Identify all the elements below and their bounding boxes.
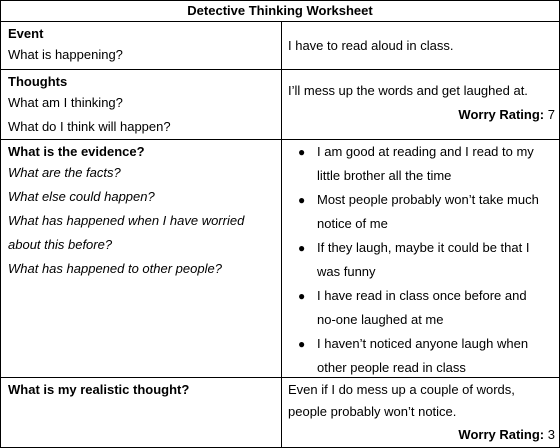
event-prompt: What is happening?: [8, 47, 123, 62]
evidence-prompt: What else could happen?: [8, 189, 155, 204]
bullet-icon: ●: [298, 145, 306, 159]
evidence-item: [288, 284, 555, 332]
evidence-item: [288, 236, 555, 284]
evidence-row: [1, 140, 559, 378]
event-row: [1, 22, 559, 70]
evidence-item-line: I haven’t noticed anyone laugh when: [317, 336, 529, 351]
bullet-icon: ●: [298, 289, 306, 303]
evidence-item-line: Most people probably won’t take much: [317, 192, 539, 207]
evidence-heading: What is the evidence?: [8, 144, 145, 159]
evidence-item-line: other people read in class: [317, 360, 466, 375]
evidence-item-line: no-one laughed at me: [317, 312, 444, 327]
evidence-item-line: notice of me: [317, 216, 388, 231]
event-prompt-cell: [1, 22, 282, 69]
evidence-prompt: What has happened when I have worried: [8, 213, 245, 228]
thoughts-prompt-cell: [1, 70, 282, 139]
evidence-prompt: What are the facts?: [8, 165, 121, 180]
thoughts-answer-cell: [282, 70, 559, 139]
realistic-worry-rating: [288, 425, 555, 445]
realistic-answer-line: people probably won’t notice.: [288, 404, 457, 419]
event-heading: Event: [8, 26, 44, 41]
evidence-item: [288, 140, 555, 188]
evidence-item-line: I have read in class once before and: [317, 288, 527, 303]
evidence-item: [288, 188, 555, 236]
thoughts-worry-rating: [288, 103, 555, 127]
realistic-answer-line: Even if I do mess up a couple of words,: [288, 382, 515, 397]
event-answer-cell: [282, 22, 559, 69]
worry-rating-label: Worry Rating:: [458, 107, 545, 122]
thoughts-row: [1, 70, 559, 140]
thoughts-heading: Thoughts: [8, 74, 68, 89]
bullet-icon: ●: [298, 241, 306, 255]
evidence-prompt: about this before?: [8, 237, 113, 252]
thoughts-answer: I’ll mess up the words and get laughed at.: [288, 83, 528, 98]
worksheet-title: Detective Thinking Worksheet: [1, 1, 559, 22]
evidence-item-line: I am good at reading and I read to my: [317, 144, 534, 159]
worry-rating-value: 3: [547, 427, 555, 442]
evidence-item-line: was funny: [317, 264, 376, 279]
thoughts-prompt: What am I thinking?: [8, 95, 123, 110]
event-answer: I have to read aloud in class.: [288, 38, 454, 53]
evidence-prompt: What has happened to other people?: [8, 261, 222, 276]
realistic-row: [1, 378, 559, 447]
realistic-heading: What is my realistic thought?: [8, 382, 190, 397]
evidence-prompt-cell: [1, 140, 282, 377]
evidence-item-line: little brother all the time: [317, 168, 452, 183]
worry-rating-value: 7: [547, 107, 555, 122]
bullet-icon: ●: [298, 337, 306, 351]
bullet-icon: ●: [298, 193, 306, 207]
realistic-prompt-cell: [1, 378, 282, 447]
evidence-item-line: If they laugh, maybe it could be that I: [317, 240, 530, 255]
worry-rating-label: Worry Rating:: [458, 427, 545, 442]
thoughts-prompt: What do I think will happen?: [8, 119, 171, 134]
realistic-answer-cell: [282, 378, 559, 447]
evidence-list-cell: [282, 140, 559, 377]
evidence-item: [288, 332, 555, 380]
evidence-list: [288, 140, 555, 380]
